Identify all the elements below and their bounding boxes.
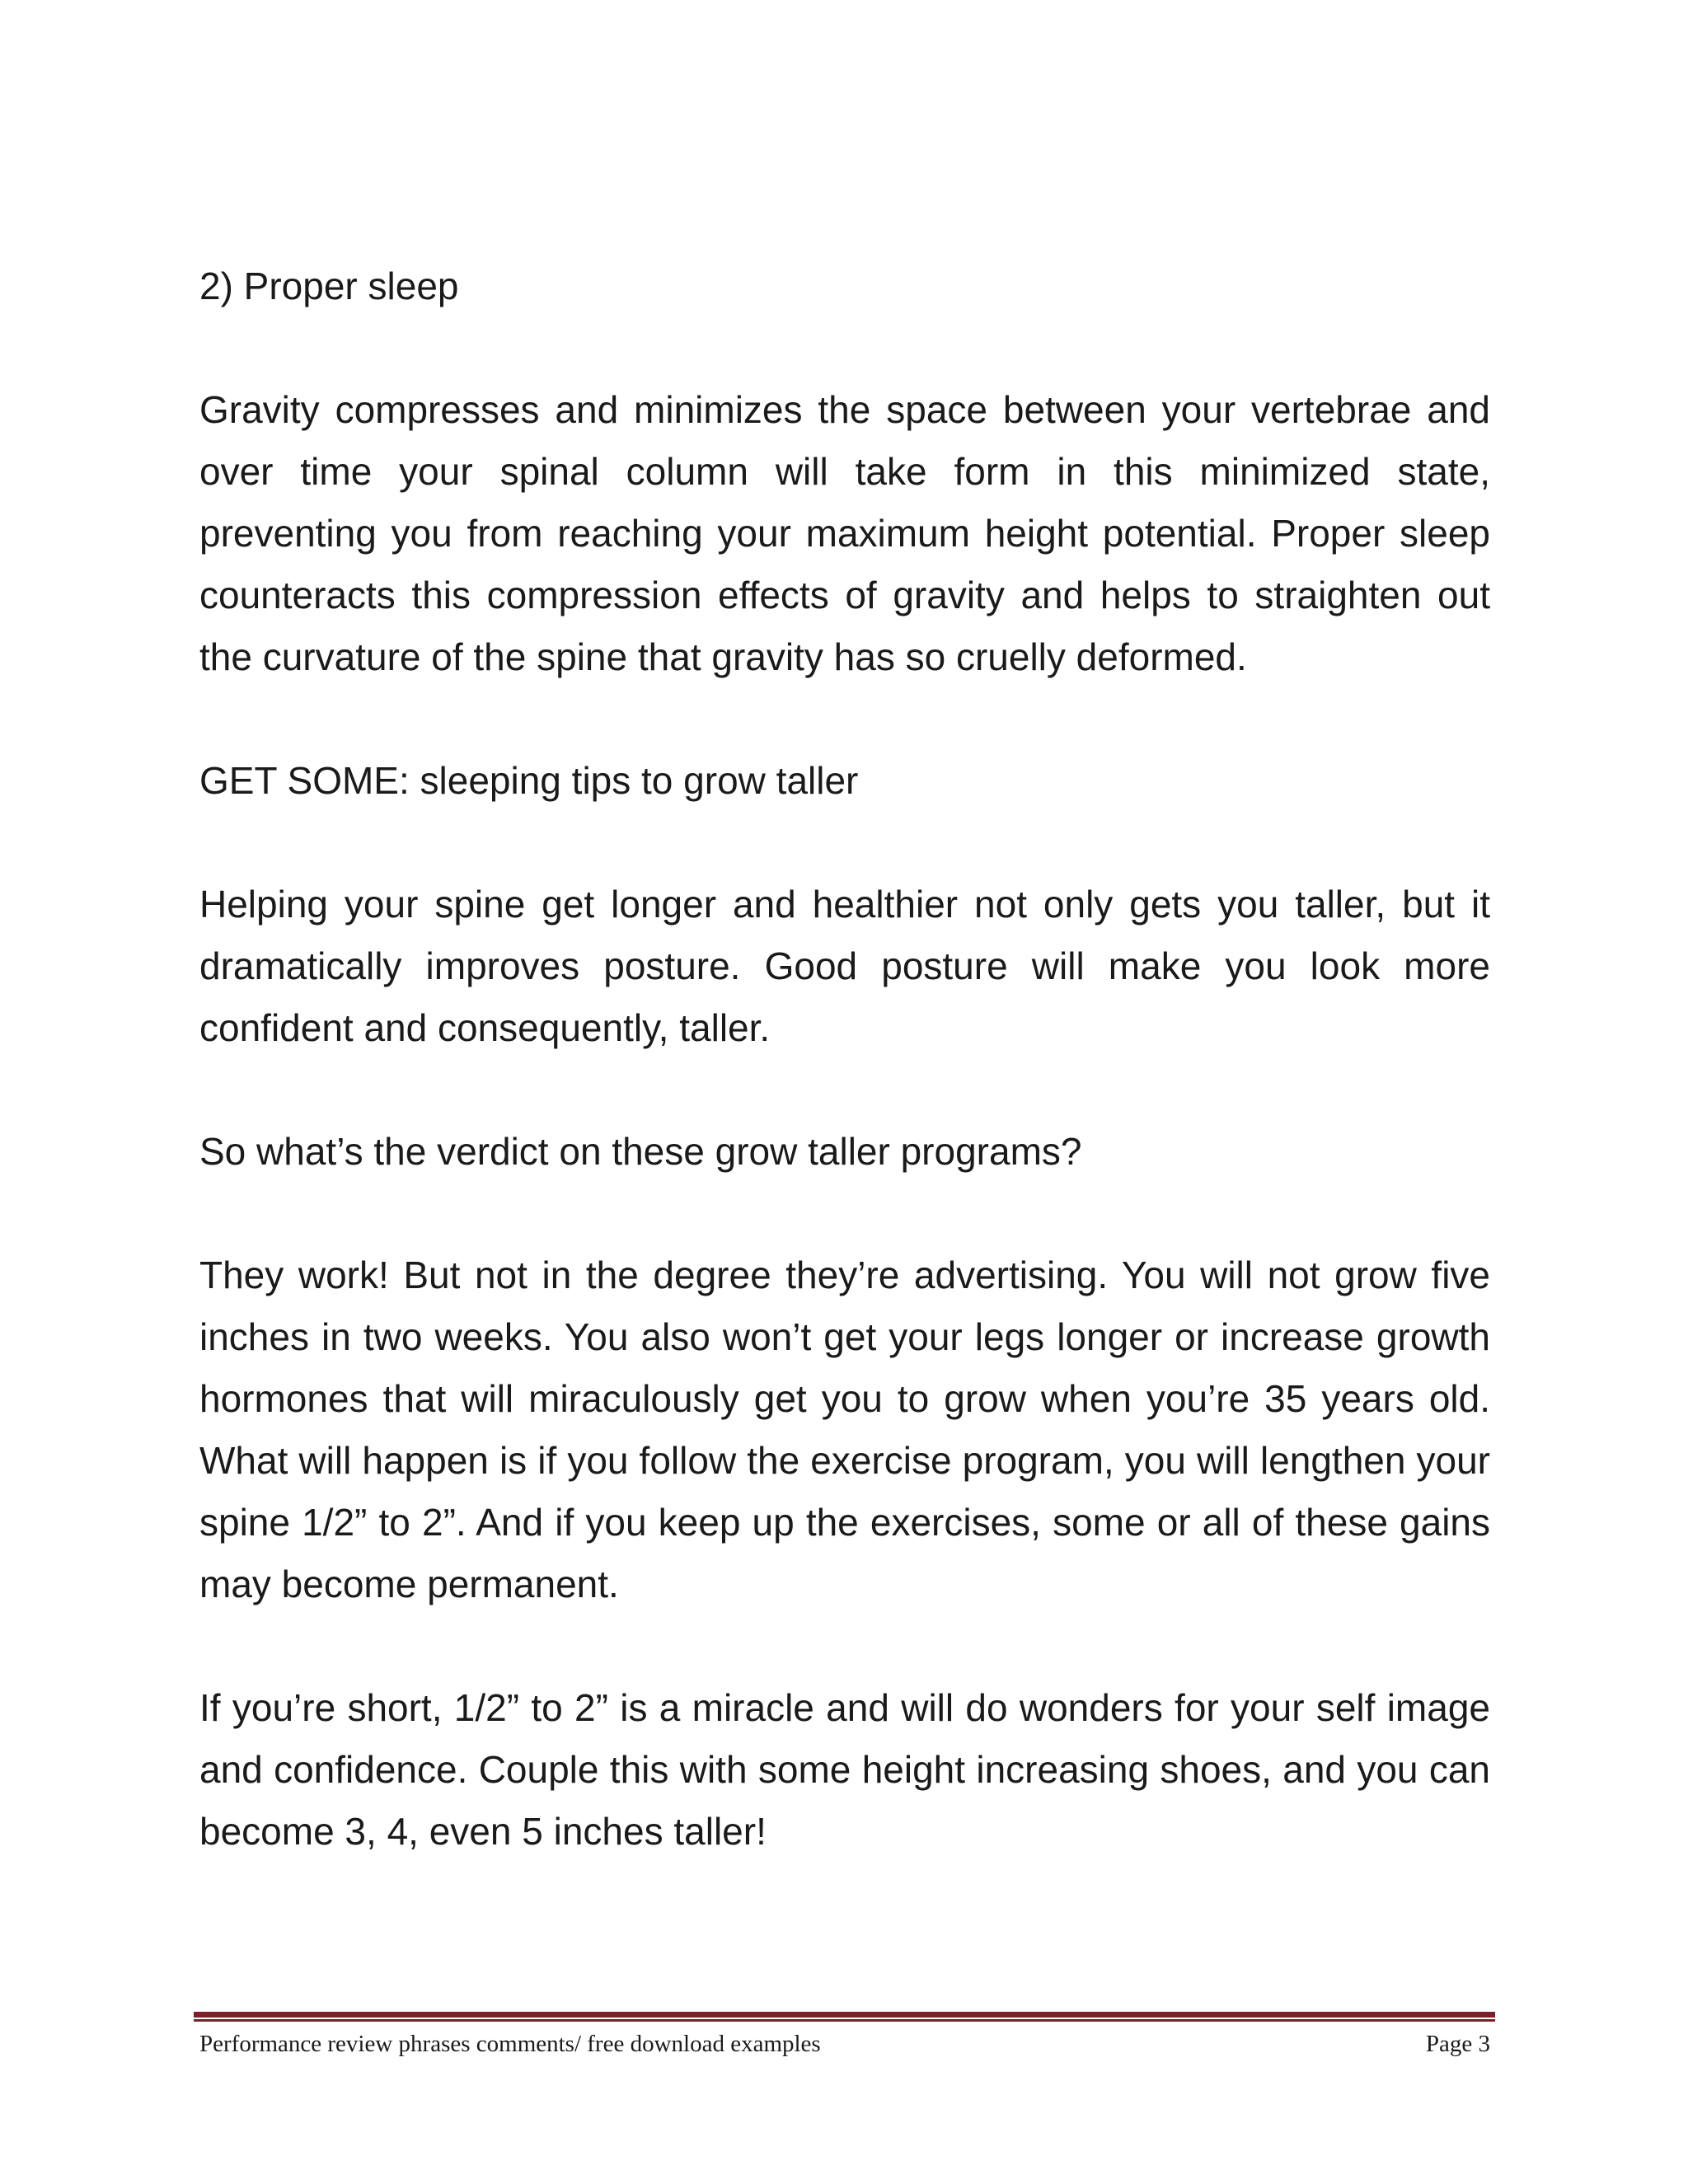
footer-divider-thin — [194, 2019, 1495, 2022]
page-number: Page 3 — [1425, 2031, 1490, 2057]
paragraph-they-work: They work! But not in the degree they’re advertising. You will not grow five inches in two weeks. You also won’t get your legs longer or increase growth hormones that will miraculously get you to grow when you’re 35 years old. What will happen is if you follow the exercise program, you will lengthen your spine 1/2” to 2”. And if you keep up the exercises, some or all of these gains may become permanent. — [199, 1254, 1490, 1605]
paragraph-get-some: GET SOME: sleeping tips to grow taller — [199, 759, 859, 802]
paragraph-gravity: Gravity compresses and minimizes the space between your vertebrae and over time your spinal column will take form in this minimized state, preventing you from reaching your maximum height potential. Proper sleep counteracts this compression effects of gravity and helps to straighten out the curvature of the spine that gravity has so cruelly deformed. — [199, 388, 1490, 678]
footer-title: Performance review phrases comments/ free download examples — [199, 2031, 821, 2057]
page-body — [199, 255, 1490, 1924]
paragraph-spine: Helping your spine get longer and healthier not only gets you taller, but it dramatically improves posture. Good posture will make you look more confident and consequently, taller. — [199, 883, 1490, 1049]
paragraph-verdict-question: So what’s the verdict on these grow taller programs? — [199, 1130, 1082, 1173]
section-title: 2) Proper sleep — [199, 265, 459, 307]
paragraph-if-short: If you’re short, 1/2” to 2” is a miracle and will do wonders for your self image and confidence. Couple this with some height increasing shoes, and you can become 3, 4, even 5 inches taller! — [199, 1686, 1490, 1853]
footer-divider-thick — [194, 2012, 1495, 2018]
